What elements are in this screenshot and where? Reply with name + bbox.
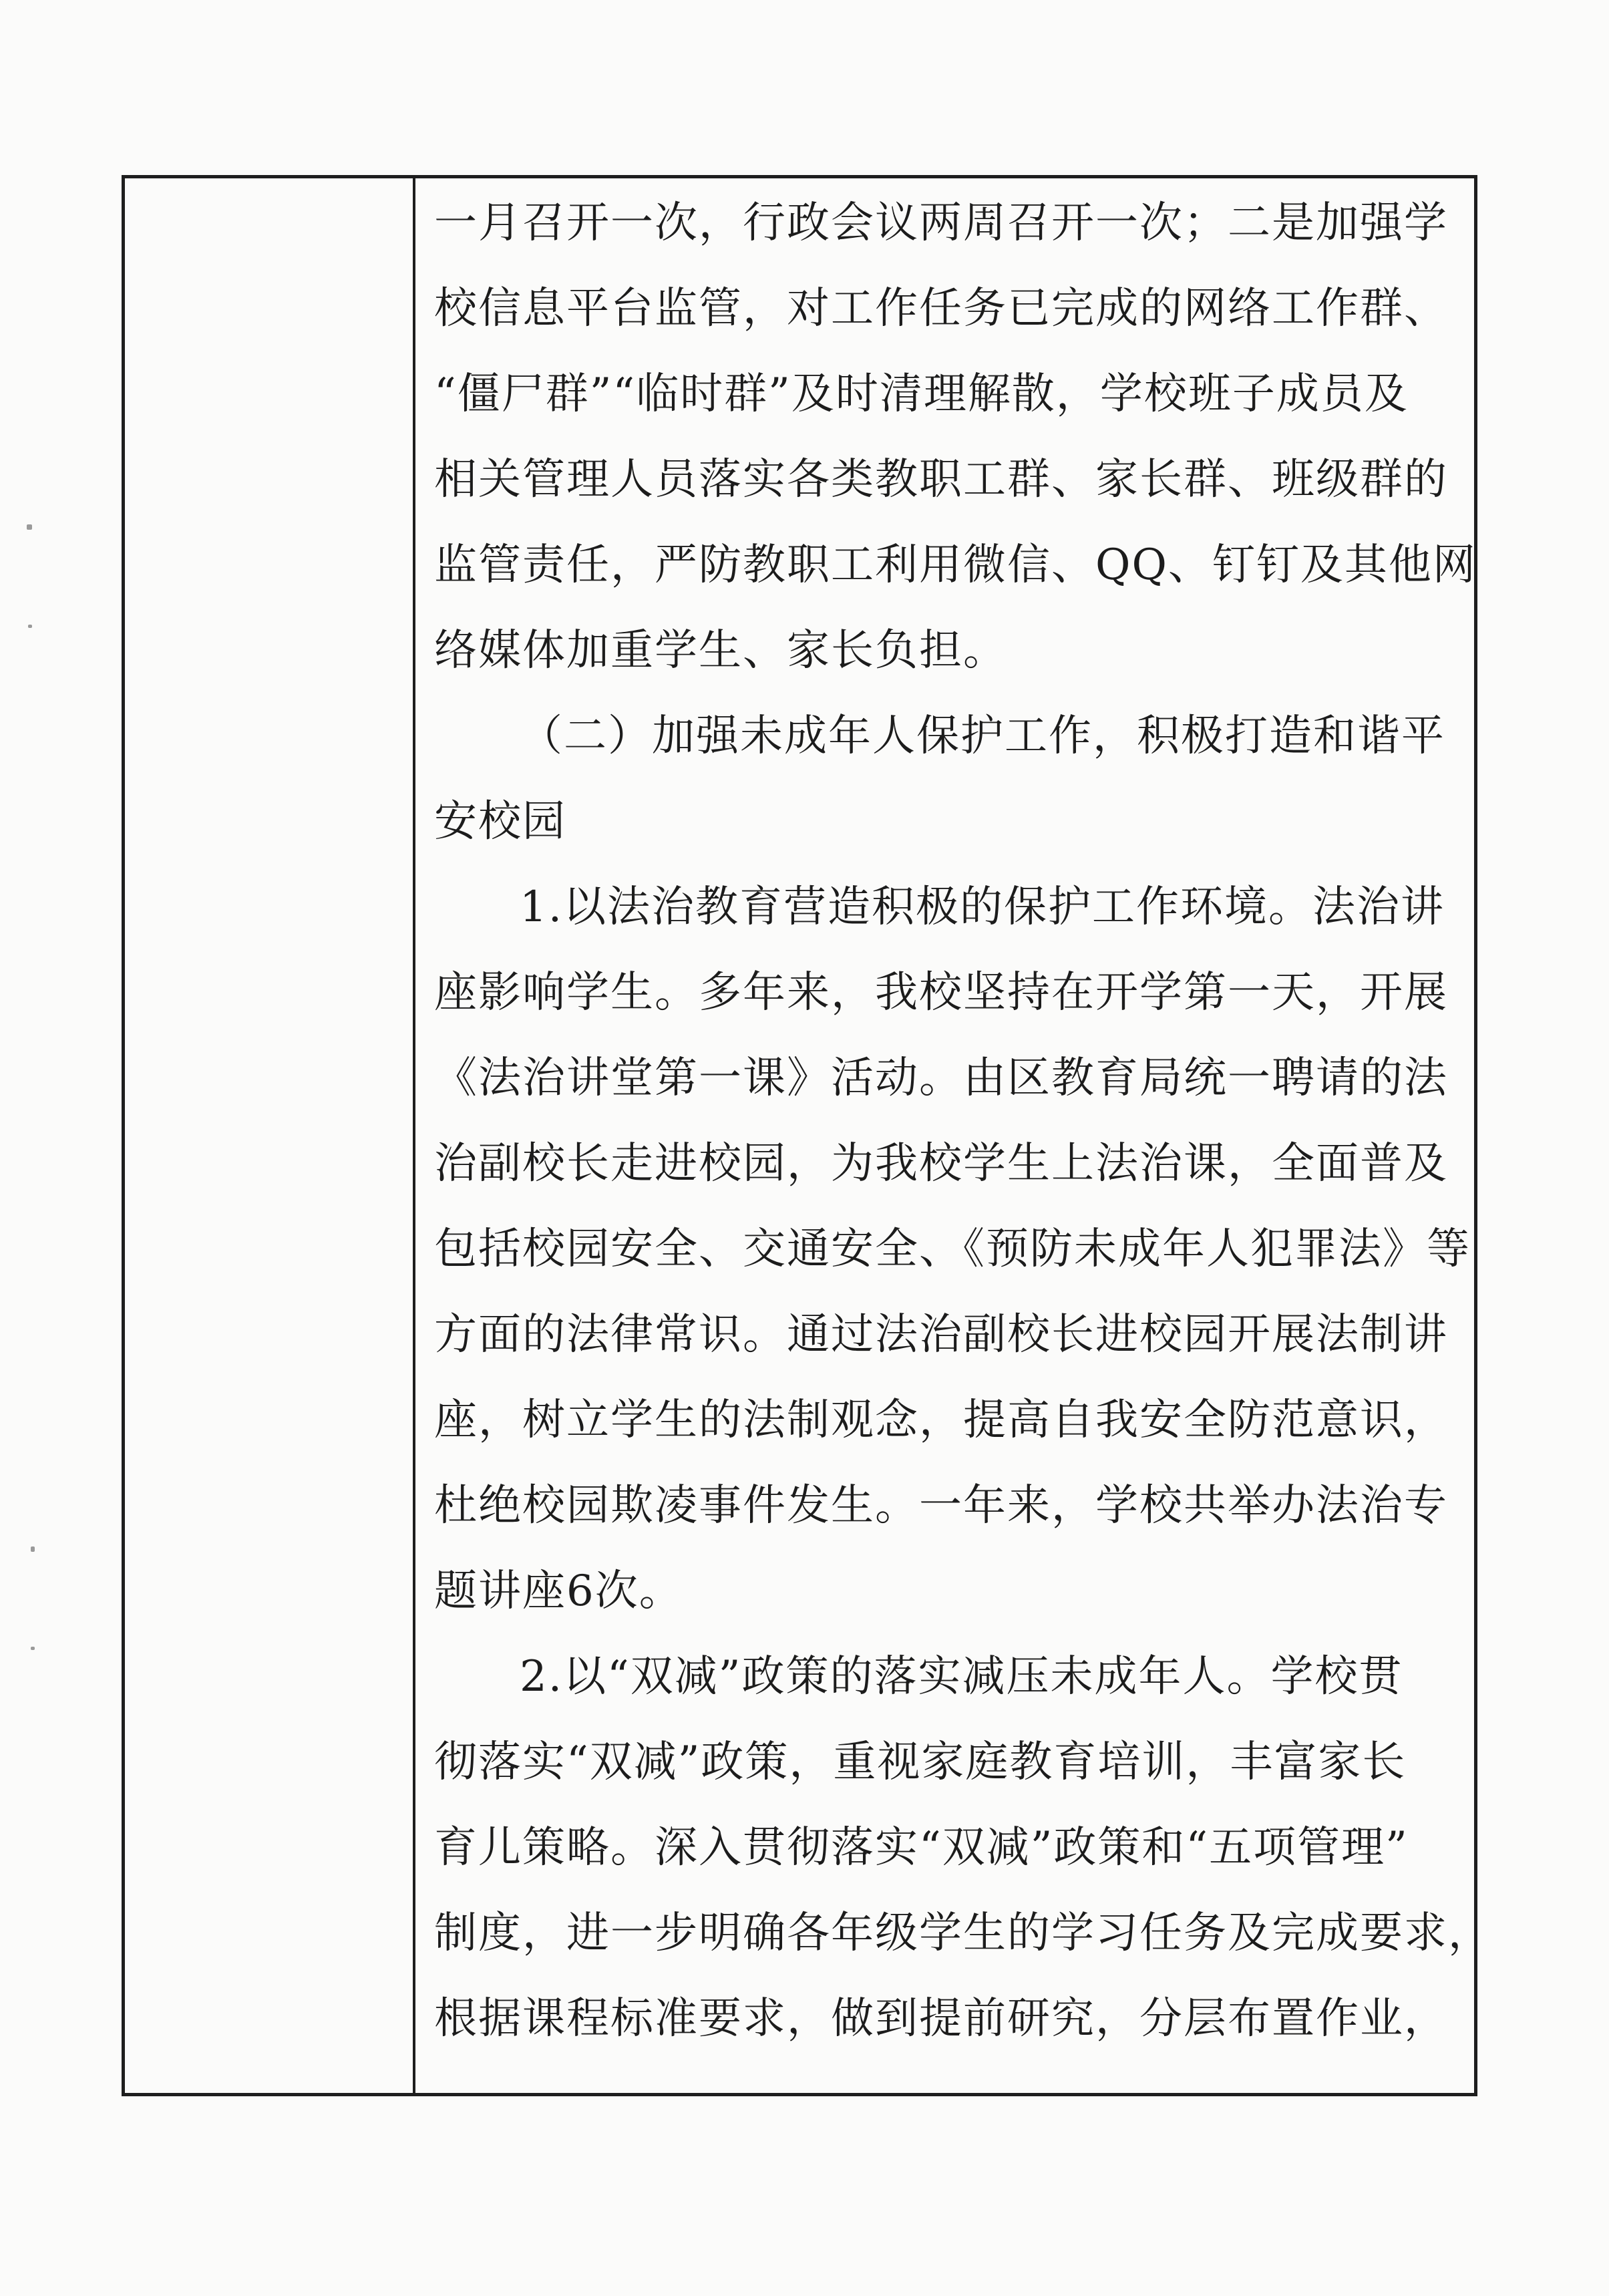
text-line: “僵尸群”“临时群”及时清理解散，学校班子成员及: [434, 369, 1409, 419]
text-line: 彻落实“双减”政策，重视家庭教育培训，丰富家长: [434, 1738, 1407, 1787]
text-line: 校信息平台监管，对工作任务已完成的网络工作群、: [434, 284, 1448, 333]
table-column-divider: [413, 175, 415, 2096]
section-heading-line: 安校园: [434, 797, 566, 846]
text-line: 制度，进一步明确各年级学生的学习任务及完成要求，: [434, 1909, 1492, 1958]
text-line: 座影响学生。多年来，我校坚持在开学第一天，开展: [434, 968, 1448, 1017]
text-line: 治副校长走进校园，为我校学生上法治课，全面普及: [434, 1139, 1448, 1188]
text-line: 《法治讲堂第一课》活动。由区教育局统一聘请的法: [434, 1053, 1448, 1103]
text-line: 方面的法律常识。通过法治副校长进校园开展法制讲: [434, 1310, 1448, 1359]
text-line: 题讲座6次。: [434, 1567, 683, 1616]
text-line: 根据课程标准要求，做到提前研究，分层布置作业，: [434, 1994, 1448, 2043]
scan-speck: [27, 524, 32, 530]
scan-speck: [31, 1546, 35, 1552]
paragraph-start-line: 1.以法治教育营造积极的保护工作环境。法治讲: [520, 882, 1445, 932]
scan-speck: [31, 1647, 35, 1650]
section-heading-line: （二）加强未成年人保护工作，积极打造和谐平: [520, 711, 1445, 761]
text-line: 育儿策略。深入贯彻落实“双减”政策和“五项管理”: [434, 1823, 1409, 1872]
text-line: 络媒体加重学生、家长负担。: [434, 626, 1007, 675]
text-line: 杜绝校园欺凌事件发生。一年来，学校共举办法治专: [434, 1481, 1448, 1530]
table-right-cell-text: [434, 180, 1492, 2062]
text-line: 包括校园安全、交通安全、《预防未成年人犯罪法》等: [434, 1224, 1471, 1274]
table-left-cell-empty: [125, 178, 413, 2093]
text-line: 监管责任，严防教职工利用微信、QQ、钉钉及其他网: [434, 540, 1477, 590]
text-line: 一月召开一次，行政会议两周召开一次；二是加强学: [434, 198, 1448, 248]
text-line: 座，树立学生的法制观念，提高自我安全防范意识，: [434, 1396, 1448, 1445]
scan-speck: [28, 625, 32, 628]
text-line: 相关管理人员落实各类教职工群、家长群、班级群的: [434, 455, 1448, 504]
paragraph-start-line: 2.以“双减”政策的落实减压未成年人。学校贯: [520, 1652, 1403, 1701]
